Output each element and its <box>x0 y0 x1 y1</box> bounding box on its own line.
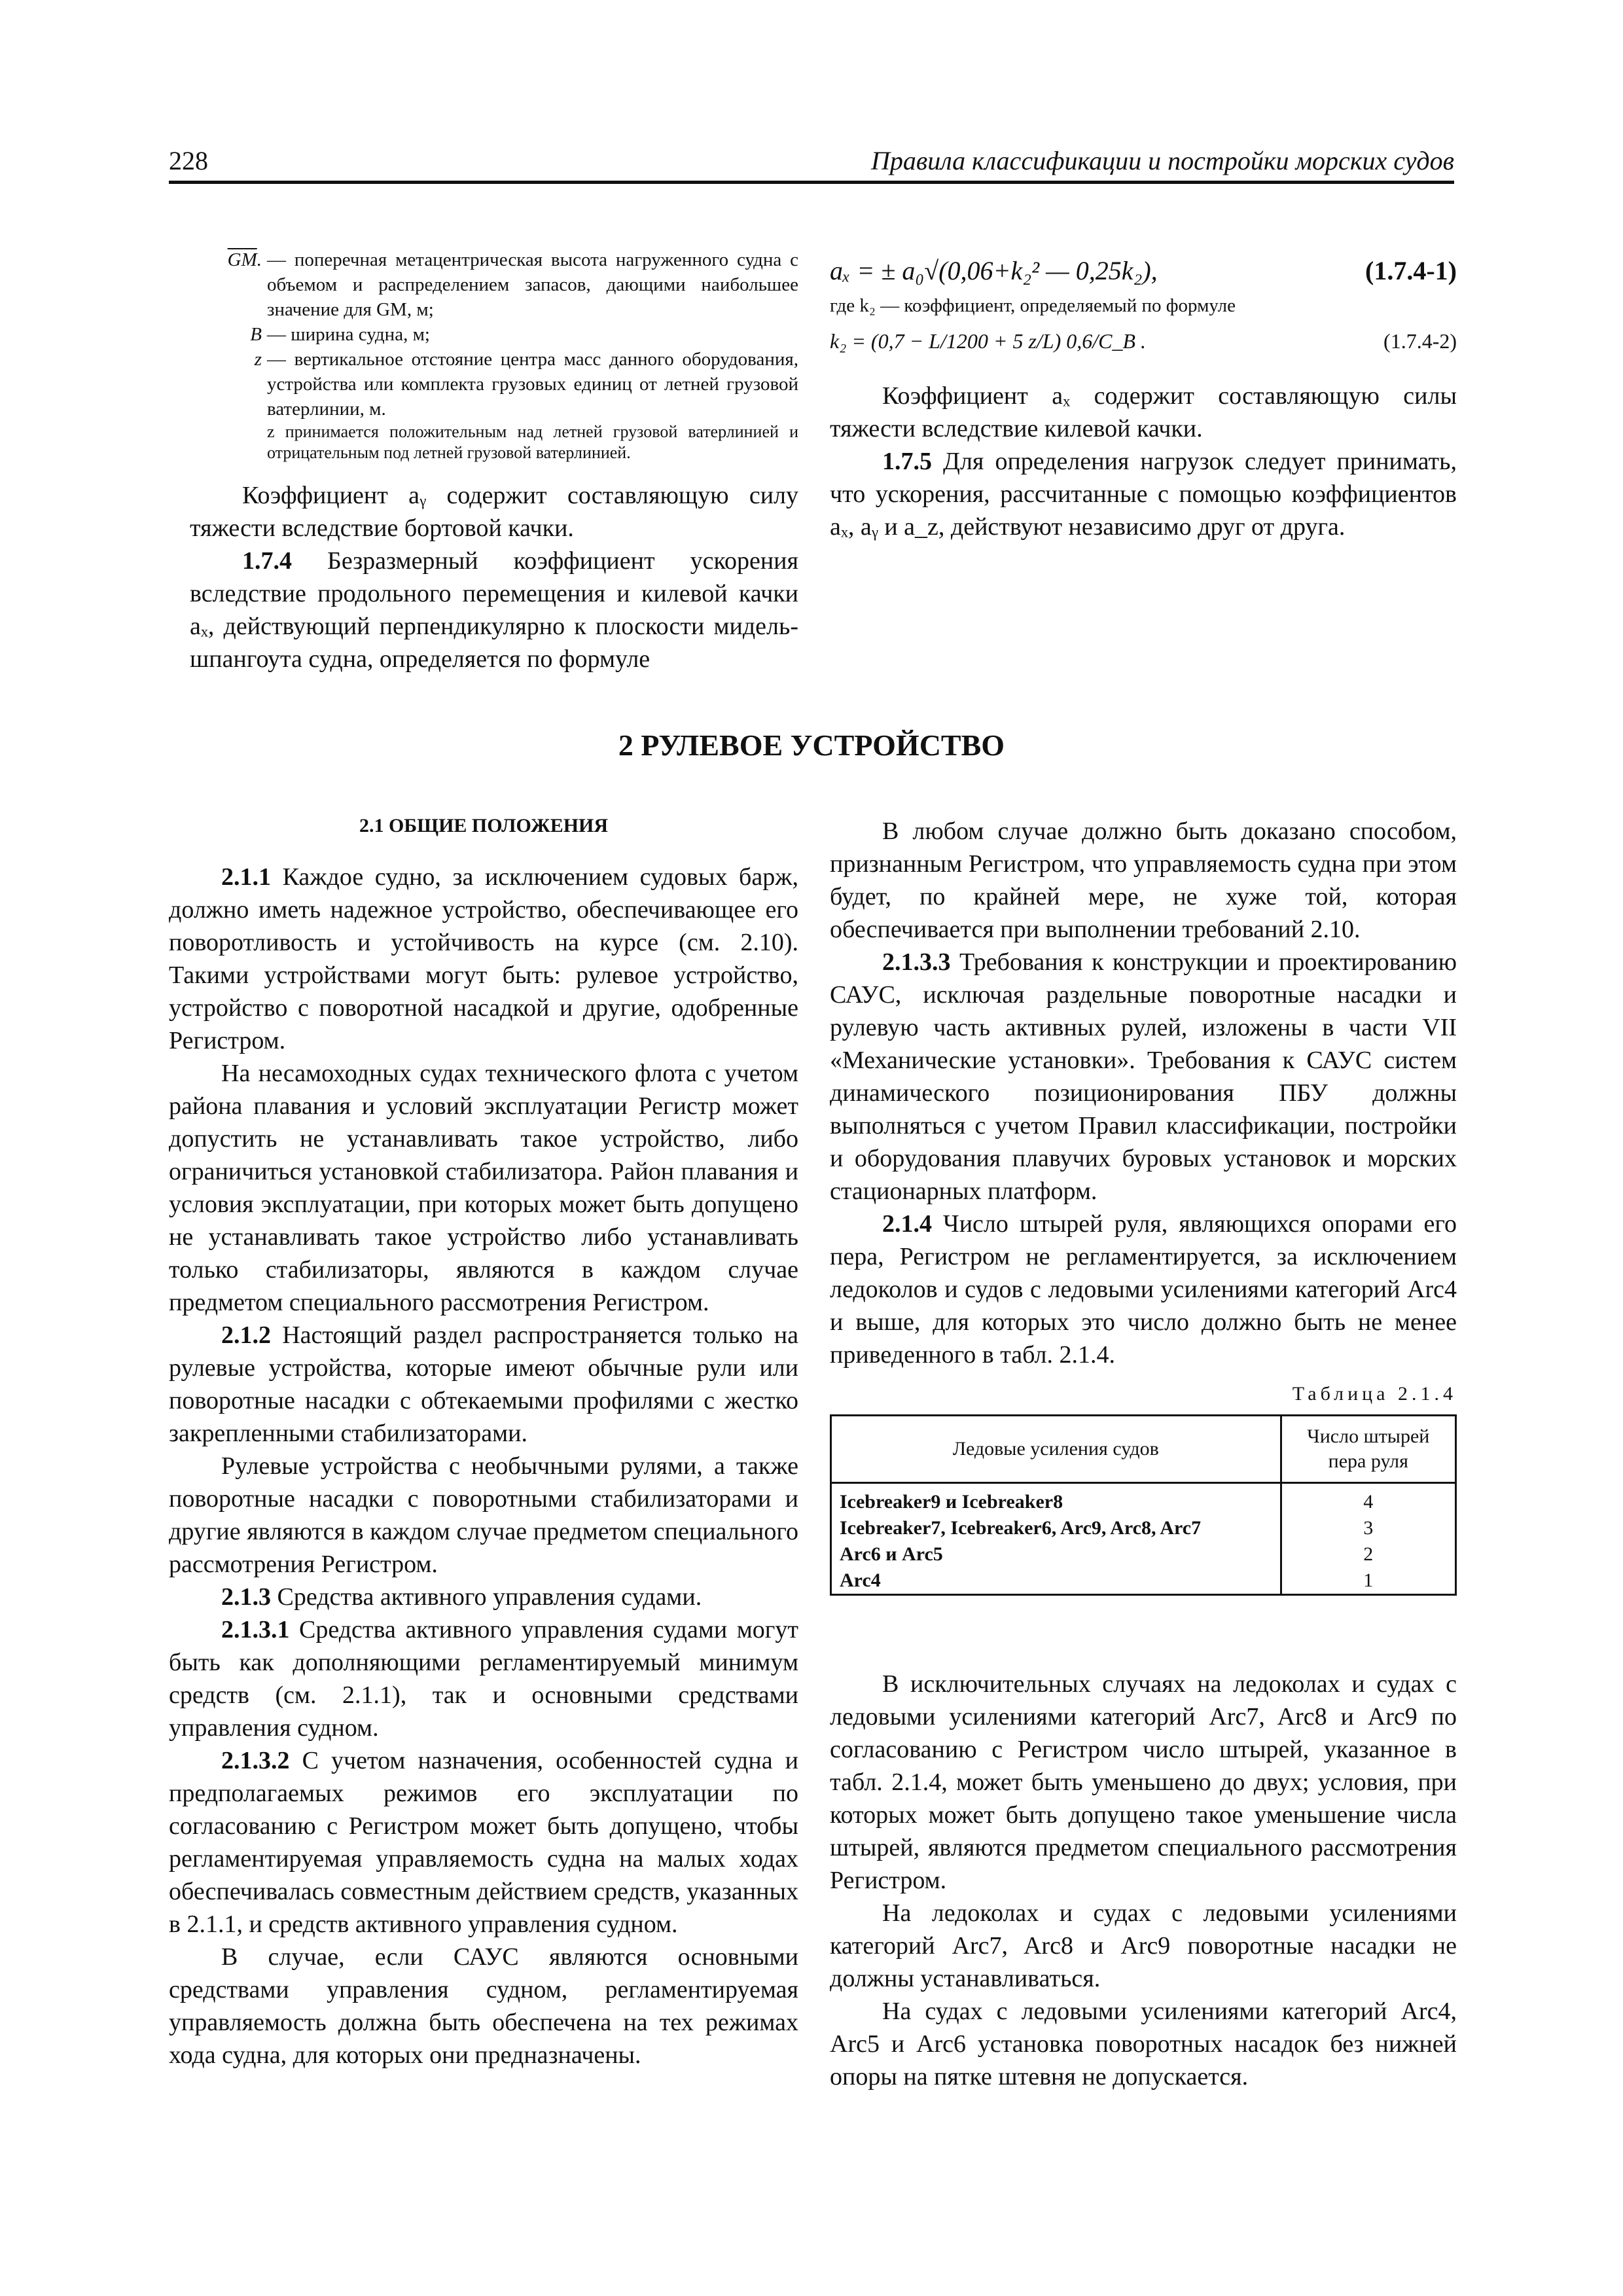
clause-number: 1.7.5 <box>882 448 932 475</box>
paragraph-2-1-3-2 <box>169 1744 798 1941</box>
section-title: 2 РУЛЕВОЕ УСТРОЙСТВО <box>618 728 1005 762</box>
definition-b <box>190 322 798 347</box>
formula-expression: k₂ = (0,7 − L/1200 + 5 z/L) 0,6/C_B . <box>830 329 1147 353</box>
table-cell-count: 1 <box>1281 1568 1455 1595</box>
formula-label: (1.7.4-1) <box>1365 255 1457 285</box>
clause-number: 2.1.3.1 <box>221 1616 290 1643</box>
paragraph-non-self-propelled: На несамоходных судах технического флота с учетом района плавания и условий эксплуатации Регистр может допустить не устанавливать такое устройство, либо ограничиться установкой стабилизатора. Район плавания и условия эксплуатации, при которых может быть допущено не устанавливать такое устройство либо устанавливать только стабилизаторы, являются в каждом случае предметом специального рассмотрения Регистром. <box>169 1060 798 1316</box>
definition-symbol: B <box>250 324 262 345</box>
paragraph-text: Настоящий раздел распространяется только на рулевые устройства, которые имеют обычные рули или поворотные насадки с обтекаемыми профилями с жестко закрепленными стабилизаторами. <box>169 1321 798 1447</box>
definitions-list <box>190 247 798 463</box>
paragraph-1-7-5 <box>830 445 1457 543</box>
paragraph-icebreakers-nozzles: На ледоколах и судах с ледовыми усилениями категорий Arc7, Arc8 и Arc9 поворотные насадки не должны устанавливаться. <box>830 1899 1457 1992</box>
paragraph-saus-main: В случае, если САУС являются основными средствами управления судном, регламентируемая управляемость должна быть обеспечена на тех режимах хода судна, для которых они предназначены. <box>169 1943 798 2069</box>
table-row <box>831 1568 1456 1595</box>
definition-symbol: $\overline{GM}$ <box>227 249 257 270</box>
subsection-heading: 2.1 ОБЩИЕ ПОЛОЖЕНИЯ <box>359 815 609 836</box>
paragraph-2-1-4 <box>830 1208 1457 1371</box>
paragraph-1-7-4 <box>190 545 798 675</box>
lower-right-column <box>830 815 1457 2093</box>
definition-symbol: z <box>254 349 262 370</box>
table-cell-category: Icebreaker7, Icebreaker6, Arc9, Arc8, Arc7 <box>831 1515 1281 1541</box>
table-header-category: Ледовые усиления судов <box>831 1416 1281 1483</box>
formula-expression: aₓ = ± a₀√(0,06+k₂² — 0,25k₂), <box>830 255 1158 285</box>
header-rule <box>169 181 1454 184</box>
paragraph-2-1-1 <box>169 861 798 1057</box>
table-cell-category: Icebreaker9 и Icebreaker8 <box>831 1483 1281 1516</box>
definition-text: — ширина судна, м; <box>267 324 430 345</box>
paragraph-text: Для определения нагрузок следует принимать, что ускорения, рассчитанные с помощью коэффициентов aₓ, aᵧ и a_z, действуют независимо друг от друга. <box>830 448 1457 541</box>
clause-number: 2.1.3.2 <box>221 1747 290 1774</box>
paragraph-ay: Коэффициент aᵧ содержит составляющую силу тяжести вследствие бортовой качки. <box>190 482 798 542</box>
paragraph-text: Требования к конструкции и проектированию САУС, исключая раздельные поворотные насадки и рулевую часть активных рулей, изложены в части VII «Механические установки». Требования к САУС систем динамического позиционирования ПБУ должны выполняться с учетом Правил классификации, постройки и оборудования плавучих буровых установок и морских стационарных платформ. <box>830 948 1457 1205</box>
definition-text: — вертикальное отстояние центра масс данного оборудования, устройства или комплекта грузовых единиц от летней грузовой ватерлинии, м. <box>267 349 798 420</box>
table-row <box>831 1483 1456 1516</box>
table-cell-category: Arc4 <box>831 1568 1281 1595</box>
paragraph-ax: Коэффициент aₓ содержит составляющую силы тяжести вследствие килевой качки. <box>830 382 1457 442</box>
table-caption: Таблица 2.1.4 <box>1292 1383 1457 1405</box>
clause-number: 1.7.4 <box>242 547 292 575</box>
table-cell-count: 3 <box>1281 1515 1455 1541</box>
lower-left-column <box>169 815 798 2072</box>
clause-number: 2.1.2 <box>221 1321 271 1349</box>
definition-note: z принимается положительным над летней грузовой ватерлинией и отрицательным под летней грузовой ватерлинией. <box>267 422 798 462</box>
paragraph-text: Безразмерный коэффициент ускорения вследствие продольного перемещения и килевой качки aₓ, действующий перпендикулярно к плоскости мидель-шпангоута судна, определяется по формуле <box>190 547 798 673</box>
paragraph-text: С учетом назначения, особенностей судна и предполагаемых режимов его эксплуатации по согласованию с Регистром может быть допущено, чтобы регламентируемая управляемость судна на малых ходах обеспечивалась совместным действием средств, указанных в 2.1.1, и средств активного управления судном. <box>169 1747 798 1938</box>
formula-1-7-4-1 <box>830 247 1457 293</box>
clause-number: 2.1.1 <box>221 863 271 891</box>
paragraph-any-case: В любом случае должно быть доказано способом, признанным Регистром, что управляемость судна при этом будет, по крайней мере, не хуже той, которая обеспечивается при выполнении требований 2.10. <box>830 817 1457 943</box>
paragraph-2-1-3-1 <box>169 1613 798 1744</box>
page-number: 228 <box>169 146 208 175</box>
paragraph-2-1-3-3 <box>830 946 1457 1208</box>
clause-number: 2.1.3 <box>221 1583 271 1611</box>
definition-z <box>190 347 798 422</box>
definition-gm: $\overline{GM}$. — поперечная метацентрическая высота нагруженного судна с объемом и распределением запасов, дающими наибольшее значение для GM, м; <box>190 247 798 322</box>
clause-number: 2.1.4 <box>882 1210 932 1238</box>
definition-text: — поперечная метацентрическая высота нагруженного судна с объемом и распределением запасов, дающими наибольшее значение для GM, м; <box>267 249 798 320</box>
formula-where: где k₂ — коэффициент, определяемый по формуле <box>830 295 1236 316</box>
paragraph-text: Каждое судно, за исключением судовых барж, должно иметь надежное устройство, обеспечивающее его поворотливость и устойчивость на курсе (см. 2.10). Такими устройствами могут быть: рулевое устройство, устройство с поворотной насадкой и другие, одобренные Регистром. <box>169 863 798 1054</box>
paragraph-arc4-nozzles: На судах с ледовыми усилениями категорий Arc4, Arc5 и Arc6 установка поворотных насадок без нижней опоры на пятке штевня не допускается. <box>830 1998 1457 2090</box>
paragraph-unusual-rudders: Рулевые устройства с необычными рулями, а также поворотные насадки с поворотными стабилизаторами и другие являются в каждом случае предметом специального рассмотрения Регистром. <box>169 1452 798 1578</box>
paragraph-text: Число штырей руля, являющихся опорами его пера, Регистром не регламентируется, за исключением ледоколов и судов с ледовыми усилениями категорий Arc4 и выше, для которых это число должно быть не менее приведенного в табл. 2.1.4. <box>830 1210 1457 1369</box>
paragraph-text: Средства активного управления судами могут быть как дополняющими регламентируемый минимум средств (см. 2.1.1), так и основными средствами управления судном. <box>169 1616 798 1742</box>
paragraph-text: Средства активного управления судами. <box>271 1583 702 1611</box>
table-row <box>831 1515 1456 1541</box>
paragraph-2-1-2 <box>169 1319 798 1450</box>
table-cell-category: Arc6 и Arc5 <box>831 1541 1281 1568</box>
paragraph-exceptional-cases: В исключительных случаях на ледоколах и судах с ледовыми усилениями категорий Arc7, Arc8 и Arc9 по согласованию с Регистром число штырей, указанное в табл. 2.1.4, может быть уменьшено до двух; условия, при которых может быть допущено такое уменьшение числа штырей, являются предметом специального рассмотрения Регистром. <box>830 1670 1457 1894</box>
paragraph-2-1-3 <box>169 1581 798 1613</box>
table-cell-count: 2 <box>1281 1541 1455 1568</box>
table-row <box>831 1541 1456 1568</box>
upper-left-column <box>190 247 798 675</box>
formula-1-7-4-2 <box>830 318 1457 364</box>
table-header-count: Число штырей пера руля <box>1281 1416 1455 1483</box>
running-title: Правила классификации и постройки морских судов <box>870 146 1454 175</box>
formula-label: (1.7.4-2) <box>1383 329 1457 353</box>
upper-right-column <box>830 247 1457 543</box>
clause-number: 2.1.3.3 <box>882 948 951 976</box>
table-cell-count: 4 <box>1281 1483 1455 1516</box>
pintles-table <box>830 1414 1457 1596</box>
